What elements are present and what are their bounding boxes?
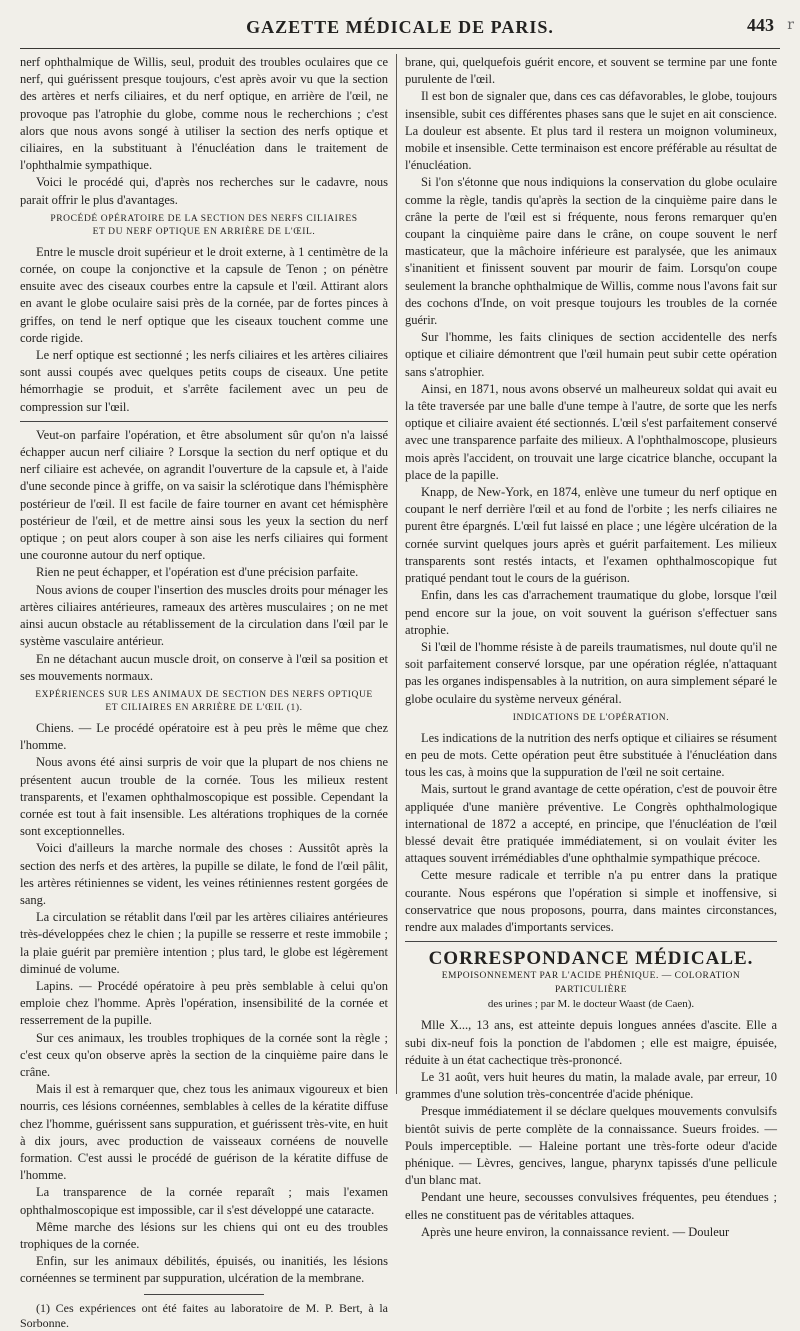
body-paragraph: Voici le procédé qui, d'après nos recherches sur le cadavre, nous parait offrir le plus d'avantages. — [20, 175, 388, 207]
body-paragraph: Chiens. — Le procédé opératoire est à peu près le même que chez l'homme. — [20, 720, 388, 753]
body-paragraph: Sur ces animaux, les troubles trophiques de la cornée sont la règle ; c'est ceux qu'on observe après la section de la cinquième paire dans le crâne. — [20, 1030, 388, 1079]
body-paragraph: Entre le muscle droit supérieur et le droit externe, à 1 centimètre de la cornée, on coupe la conjonctive et la capsule de Tenon ; on pénètre ensuite avec des ciseaux courbes entre la capsule et l'œil. Attirant alors en avant le globe oculaire saisi près de la cornée, par de fortes pinces à griffes, on tend le nerf optique que les ciseaux touchent comme une corde rigide. — [20, 244, 388, 345]
body-paragraph: La transparence de la cornée reparaît ; mais l'examen ophthalmoscopique est impossible, car il s'est développé une cataracte. — [20, 1185, 388, 1217]
body-paragraph: brane, qui, quelquefois guérit encore, et souvent se termine par une fonte purulente de l'œil. — [405, 55, 777, 87]
body-paragraph: Après une heure environ, la connaissance revient. — Douleur — [421, 1224, 730, 1239]
body-paragraph: Les indications de la nutrition des nerfs optique et ciliaires se résument en peu de mots. Cette opération peut être substituée à l'énucléation dans tous les cas, à moins que la suppuration de l'œil ne soit certaine. — [405, 730, 777, 780]
body-paragraph: Voici d'ailleurs la marche normale des choses : Aussitôt après la section des nerfs et des artères, la pupille se dilate, le fond de l'œil pâlit, les artères rétiniennes se vident, les veines rétiniennes restent gorgées de sang. — [20, 841, 388, 907]
body-paragraph: Knapp, de New-York, en 1874, enlève une tumeur du nerf optique en coupant le nerf derrière l'œil et au fond de l'orbite ; les nerfs ciliaires ne purent être épargnés. L'œil fut laissé en place ; une légère ulcération de la cornée survint quelques jours après et guérit parfaitement. Les milieux transparents sont restés intacts, et l'examen ophthalmoscopique fut pratiqué pendant tout le cours de la guérison. — [405, 485, 777, 586]
body-paragraph: nerf ophthalmique de Willis, seul, produit des troubles oculaires que ce nerf, qui guérissent presque toujours, c'est après avoir vu que la section des artères et nerfs ciliaires, et du nerf optique, en arrière de l'œil, ne provoque pas l'atrophie du globe, comme nous le recherchions ; c'est alors que nous avons songé à utiliser la section des nerfs optique et ciliaires, en la substituant à l'énucléation dans le traitement de l'ophthalmie sympathique. — [20, 55, 388, 173]
heading-line: EXPÉRIENCES SUR LES ANIMAUX DE SECTION DES NERFS OPTIQUE — [35, 689, 373, 700]
heading-line: PROCÉDÉ OPÉRATOIRE DE LA SECTION DES NERFS CILIAIRES — [50, 213, 358, 224]
heading-line: ET CILIAIRES EN ARRIÈRE DE L'ŒIL (1). — [105, 702, 303, 713]
body-paragraph: Cette mesure radicale et terrible n'a pu entrer dans la pratique courante. Nous espérons que l'opération si simple et inoffensive, si conservatrice que nous proposons, pourra, dans maintes circonstances, rendre aux malades d'importants services. — [405, 868, 777, 934]
section-heading-indications: INDICATIONS DE L'OPÉRATION. — [512, 712, 670, 723]
body-paragraph: Nous avions de couper l'insertion des muscles droits pour ménager les artères ciliaires antérieures, rameaux des artères musculaires ; on ne met ainsi aucun obstacle au rétablissement de la circulation dans l'œil par le système vasculaire antérieur. — [20, 582, 388, 649]
body-paragraph: Il est bon de signaler que, dans ces cas défavorables, le globe, toujours insensible, subit ces différentes phases sans que le sujet en ait conscience. La douleur est absente. Et plus tard il restera un moignon volumineux, mobile et insensible. Cette terminaison est encore préférable au résultat de l'énucléation. — [405, 89, 777, 173]
footnote: (1) Ces expériences ont été faites au laboratoire de M. P. Bert, à la Sorbonne. — [20, 1300, 388, 1330]
section-heading-operation — [20, 213, 388, 239]
section-heading-experiments — [20, 689, 388, 715]
body-paragraph: Sur l'homme, les faits cliniques de section accidentelle des nerfs optique et ciliaire démontrent que l'œil humain peut subir cette opération sans s'atrophier. — [405, 330, 777, 379]
body-paragraph: Si l'œil de l'homme résiste à de pareils traumatismes, nul doute qu'il ne soit parfaitement conservé lorsque, par une opération réglée, n'attaquant pas les organes indispensables à la nutrition, on aura simplement séparé le globe oculaire du système nerveux général. — [405, 639, 777, 706]
left-column — [20, 54, 388, 1330]
correspondence-subtitle — [405, 969, 777, 1011]
body-paragraph: Enfin, sur les animaux débilités, épuisés, ou inanitiés, les lésions cornéennes se terminent par suppuration, ulcération de la membrane. — [20, 1254, 388, 1286]
subtitle-author: des urines ; par M. le docteur Waast (de Caen). — [487, 998, 695, 1011]
body-paragraph: Ainsi, en 1871, nous avons observé un malheureux soldat qui avait eu la tête traversée par une balle d'une tempe à l'autre, de sorte que les nerfs optique et ciliaire avaient été sectionnés. L'œil s'est parfaitement conservé avec une transparence parfaite des milieux. A l'ophthalmoscope, plusieurs mois après l'accident, on trouvait une large cicatrice blanche, occupant la place de la papille. — [405, 381, 777, 482]
page-number: 443 — [747, 15, 774, 35]
body-paragraph: Le nerf optique est sectionné ; les nerfs ciliaires et les artères ciliaires sont aussi coupés avec quelques petits coups de ciseaux. Une petite hémorrhagie se produit, et s'arrête facilement avec un peu de compression sur l'œil. — [20, 348, 388, 414]
heading-line: ET DU NERF OPTIQUE EN ARRIÈRE DE L'ŒIL. — [92, 226, 316, 237]
body-paragraph: Enfin, dans les cas d'arrachement traumatique du globe, lorsque l'œil pend encore sur la joue, on voit souvent la guérison s'effectuer sans atrophie. — [405, 588, 777, 637]
body-paragraph: Mais, surtout le grand avantage de cette opération, c'est de pouvoir être appliquée d'une manière préventive. Le Congrès ophthalmologique international de 1872 a accepté, en principe, que l'énucléation de l'œil blessé devait être pratiquée immédiatement, si on voulait éviter les attaques souvent irrémédiables d'une ophthalmie sympathique précoce. — [405, 782, 777, 866]
header-rule — [20, 48, 780, 49]
journal-title: GAZETTE MÉDICALE DE PARIS. — [246, 17, 554, 37]
body-paragraph: Nous avons été ainsi surpris de voir que la plupart de nos chiens ne présentent aucun trouble de la cornée. Tous les milieux restent transparents, et l'examen ophthalmoscopique est possible. Cependant la cornée est tout à fait insensible. Les altérations trophiques de la cornée sont exceptionnelles. — [20, 755, 388, 839]
body-paragraph: Le 31 août, vers huit heures du matin, la malade avale, par erreur, 10 grammes d'une solution très-concentrée d'acide phénique. — [405, 1069, 777, 1102]
column-divider — [396, 54, 397, 1094]
body-paragraph: Rien ne peut échapper, et l'opération est d'une précision parfaite. — [36, 565, 359, 580]
footnote-rule — [144, 1294, 264, 1295]
body-paragraph: Presque immédiatement il se déclare quelques mouvements convulsifs bientôt suivis de perte complète de la connaissance. Sueurs froides. — Pouls imperceptible. — Haleine portant une très-forte odeur d'acide phénique. — Lèvres, gencives, langue, pharynx tapissés d'une pellicule d'un blanc mat. — [405, 1104, 777, 1188]
body-paragraph: Si l'on s'étonne que nous indiquions la conservation du globe oculaire comme la règle, tandis qu'après la section de la cinquième paire dans le crâne la perte de l'œil est si fréquente, nous ferons remarquer qu'en coupant la cinquième paire dans le crâne, on coupe souvent le nerf masticateur, que la mâchoire inférieure est paralysée, que les animaux s'inanitient et finissent souvent par mourir de faim. Lorsqu'on coupe seulement la branche ophthalmique de Willis, comme nous l'avons fait sur des cochons d'Inde, on voit presque toujours les troubles de la cornée guérir. — [405, 175, 777, 328]
body-paragraph: Lapins. — Procédé opératoire à peu près semblable à celui qu'on emploie chez l'homme. Après l'opération, insensibilité de la cornée et resserrement de la pupille. — [20, 978, 388, 1028]
edge-mark: r — [787, 17, 794, 33]
right-column — [405, 54, 777, 1239]
body-paragraph: Mlle X..., 13 ans, est atteinte depuis longues années d'ascite. Elle a subi dix-neuf fois la ponction de l'abdomen ; elle est maigre, épuisée, réduite à un état cachectique très-prononcé. — [405, 1018, 777, 1067]
body-paragraph: Pendant une heure, secousses convulsives fréquentes, peu étendues ; elles ne constituent pas de véritables attaques. — [405, 1190, 777, 1222]
body-paragraph: En ne détachant aucun muscle droit, on conserve à l'œil sa position et ses mouvements normaux. — [20, 651, 388, 683]
section-rule — [20, 421, 388, 422]
section-rule — [405, 941, 777, 942]
page-header — [0, 0, 800, 50]
subtitle-line: EMPOISONNEMENT PAR L'ACIDE PHÉNIQUE. — COLORATION PARTICULIÈRE — [441, 971, 741, 996]
body-paragraph: Veut-on parfaire l'opération, et être absolument sûr qu'on n'a laissé échapper aucun nerf ciliaire ? Lorsque la section du nerf optique et du nerf ciliaire est achevée, on agrandit l'ouverture de la capsule et, à l'aide d'une seconde pince à griffe, on va saisir la sclérotique dans l'hémisphère postérieur de l'œil. Il est facile de faire tourner en avant cet hémisphère postérieur de l'œil, et de mettre ainsi sous les yeux la section du nerf optique ; on peut alors couper à son aise les nerfs ciliaires qui forment une couronne autour du nerf optique. — [20, 427, 388, 563]
body-paragraph: Même marche des lésions sur les chiens qui ont eu des troubles trophiques de la cornée. — [20, 1219, 388, 1251]
correspondence-title: CORRESPONDANCE MÉDICALE. — [428, 948, 754, 970]
body-paragraph: La circulation se rétablit dans l'œil par les artères ciliaires antérieures très-développées chez le chien ; la pupille se resserre et reste immobile ; la plaie guérit par première intention ; plus tard, le globe est légèrement diminué de volume. — [20, 910, 388, 976]
body-paragraph: Mais il est à remarquer que, chez tous les animaux vigoureux et bien nourris, ces lésions cornéennes, semblables à celles de la kératite diffuse chez l'homme, guérissent sans suppuration, et guérissent très-vite, en huit à dix jours, avec production de vaisseaux cornéens de nouvelle formation. C'est aussi le procédé de guérison de la kératite diffuse de l'homme. — [20, 1082, 388, 1183]
